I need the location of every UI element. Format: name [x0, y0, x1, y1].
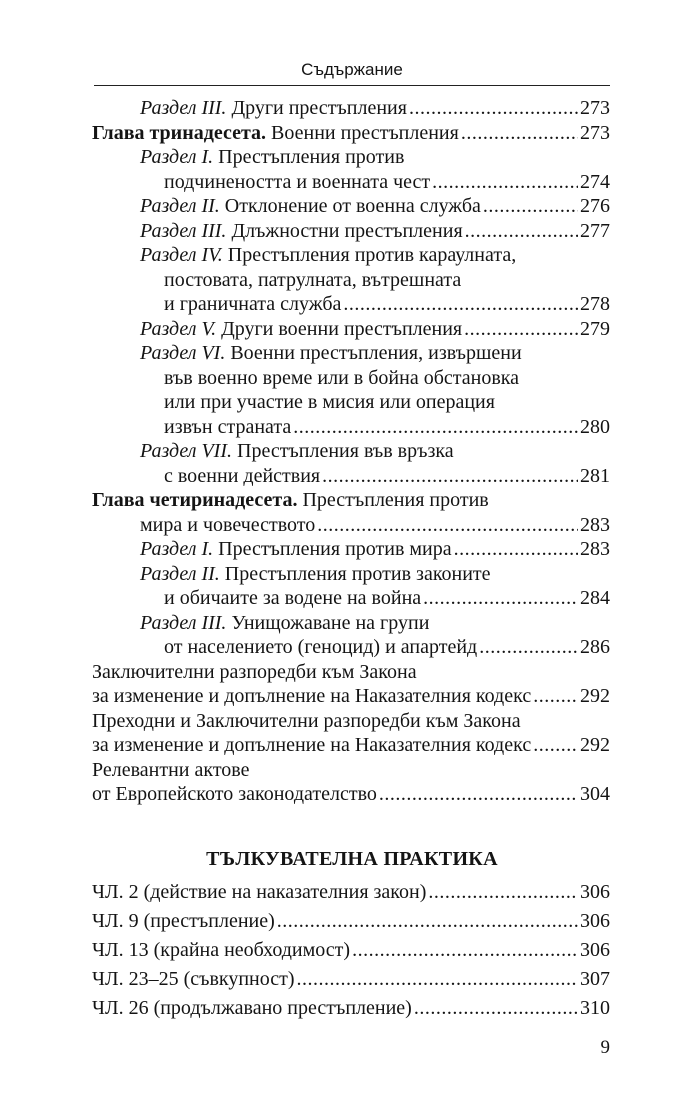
toc-entry-page: 306	[580, 939, 610, 961]
dot-leader	[343, 292, 578, 317]
dot-leader	[533, 684, 578, 709]
dot-leader	[533, 733, 578, 758]
toc-entry-title	[140, 342, 522, 364]
toc-entry-page: 283	[580, 513, 610, 536]
toc-entry	[0, 562, 610, 587]
toc-entry-text: от Европейското законодателство	[92, 783, 377, 805]
toc-entry-page: 276	[580, 195, 610, 217]
toc-entry-page: 284	[580, 587, 610, 609]
toc-entry-page: 279	[580, 317, 610, 340]
toc-entry-text: ЧЛ. 2 (действие на наказателния закон)	[92, 881, 427, 903]
toc-entry-title	[164, 170, 430, 195]
toc-entry-text: Преходни и Заключителни разпоредби към Закона	[92, 709, 521, 732]
toc-entry-text: ЧЛ. 23–25 (съвкупност)	[92, 968, 295, 990]
dot-leader	[483, 194, 578, 219]
toc-entry-title	[92, 489, 489, 511]
toc-entry	[0, 733, 610, 758]
running-header: Съдържание	[301, 60, 403, 79]
toc-entry-text: Длъжностни престъпления	[226, 219, 463, 242]
toc-entry-title	[92, 907, 275, 936]
toc-entry	[0, 194, 610, 219]
toc-entry	[0, 243, 610, 268]
page-number: 9	[600, 1037, 610, 1058]
toc-entry-page: 273	[580, 121, 610, 144]
toc-entry-title	[140, 612, 429, 634]
toc-entry-page: 274	[580, 170, 610, 193]
toc-entry-page: 281	[580, 464, 610, 487]
toc-entry	[0, 488, 610, 513]
dot-leader	[277, 907, 578, 936]
toc-entry-page: 292	[580, 685, 610, 707]
toc-entry-title	[92, 936, 350, 965]
toc-entry-text: постовата, патрулната, вътрешната	[164, 268, 462, 291]
toc-entry	[0, 684, 610, 709]
toc-entry-text: за изменение и допълнение на Наказателния кодекс	[92, 685, 532, 707]
toc-entry-text: Отклонение от военна служба	[219, 195, 481, 217]
toc-entry-text: Унищожаване на групи	[226, 611, 430, 634]
toc-entry-page: 277	[580, 219, 610, 242]
dot-leader	[414, 994, 578, 1023]
practice-entry	[0, 994, 610, 1023]
toc-entry-title	[164, 586, 421, 611]
toc-entry	[0, 635, 610, 660]
toc-entry	[0, 439, 610, 464]
toc-entry-text: с военни действия	[164, 464, 321, 487]
toc-entry-title	[140, 563, 491, 585]
toc-entry-title	[140, 244, 516, 266]
toc-entry-title	[140, 146, 404, 168]
toc-entry-title	[92, 121, 459, 146]
toc-entry	[0, 219, 610, 244]
toc-entry	[0, 758, 610, 783]
toc-entry-text: Престъпления против мира	[213, 538, 452, 560]
toc-entry	[0, 709, 610, 734]
toc-entry-text: ЧЛ. 13 (крайна необходимост)	[92, 939, 351, 961]
toc-entry-title	[92, 994, 412, 1023]
toc-entry	[0, 121, 610, 146]
toc-entry	[0, 513, 610, 538]
toc-entry-prefix: Глава тринадесета.	[92, 121, 267, 144]
dot-leader	[409, 96, 578, 121]
dot-leader	[464, 317, 578, 342]
toc-entry-prefix: Раздел III.	[140, 97, 227, 119]
toc-entry-text: Военни престъпления	[266, 121, 459, 144]
toc-entry-title	[92, 733, 531, 758]
toc-entry	[0, 464, 610, 489]
toc-entry-title	[92, 878, 426, 907]
toc-entry	[0, 390, 610, 415]
toc-entry-title	[164, 269, 461, 291]
toc-entry	[0, 611, 610, 636]
toc-entry-text: Престъпления против законите	[219, 562, 491, 585]
toc-entry-title	[164, 635, 477, 660]
toc-entry-title	[92, 965, 295, 994]
toc-entry-title	[140, 194, 481, 219]
practice-entry	[0, 907, 610, 936]
toc-entry-text: и граничната служба	[164, 293, 342, 315]
toc-entry-text: ЧЛ. 9 (престъпление)	[92, 910, 275, 932]
toc-entry-prefix: Раздел III.	[140, 219, 227, 242]
toc-entry-page: 304	[580, 783, 610, 805]
toc-entry	[0, 96, 610, 121]
toc-entry	[0, 268, 610, 293]
dot-leader	[461, 121, 578, 146]
dot-leader	[297, 965, 579, 994]
toc-entry-text: Други военни престъпления	[216, 317, 463, 340]
toc-entry-text: във военно време или в бойна обстановка	[164, 366, 520, 389]
toc-entry	[0, 170, 610, 195]
toc-entry-page: 306	[580, 881, 610, 903]
toc-entry-text: ЧЛ. 26 (продължавано престъпление)	[92, 997, 412, 1019]
toc-entry-text: Престъпления против	[213, 146, 405, 168]
toc-entry-text: Други престъпления	[226, 97, 407, 119]
dot-leader	[465, 219, 578, 244]
toc-entry-prefix: Раздел I.	[140, 146, 214, 168]
toc-entry-title	[164, 391, 495, 413]
dot-leader	[352, 936, 578, 965]
practice-entry	[0, 878, 610, 907]
toc-entry-page: 286	[580, 636, 610, 658]
toc-entry-text: Престъпления във връзка	[232, 440, 454, 462]
toc-entry	[0, 341, 610, 366]
toc-entry-title	[92, 710, 521, 732]
toc-entry-title	[92, 661, 417, 683]
toc-entry	[0, 292, 610, 317]
toc-entry-text: за изменение и допълнение на Наказателния кодекс	[92, 734, 532, 756]
practice-entry	[0, 965, 610, 994]
toc-entry	[0, 537, 610, 562]
table-of-contents	[0, 96, 700, 807]
dot-leader	[293, 415, 578, 440]
toc-entry-text: Релевантни актове	[92, 758, 250, 781]
toc-entry-prefix: Раздел III.	[140, 611, 227, 634]
toc-entry-text: Заключителни разпоредби към Закона	[92, 660, 417, 683]
toc-entry-title	[140, 513, 315, 538]
toc-entry-prefix: Раздел V.	[140, 317, 217, 340]
toc-entry	[0, 586, 610, 611]
toc-entry-title	[92, 684, 531, 709]
toc-entry-page: 292	[580, 734, 610, 756]
toc-entry-title	[140, 219, 463, 244]
toc-entry-text: подчинеността и военната чест	[164, 170, 431, 193]
toc-entry-text: Престъпления против караулната,	[222, 244, 517, 266]
dot-leader	[322, 464, 578, 489]
toc-entry-prefix: Раздел VII.	[140, 440, 232, 462]
toc-entry	[0, 782, 610, 807]
practice-section-title: ТЪЛКУВАТЕЛНА ПРАКТИКА	[206, 848, 498, 870]
toc-entry	[0, 660, 610, 685]
toc-entry-page: 307	[580, 968, 610, 990]
toc-entry	[0, 145, 610, 170]
toc-entry-text: от населението (геноцид) и апартейд	[164, 636, 478, 658]
practice-entry	[0, 936, 610, 965]
toc-entry	[0, 415, 610, 440]
toc-entry	[0, 317, 610, 342]
toc-entry-prefix: Раздел II.	[140, 562, 220, 585]
toc-entry-title	[164, 367, 519, 389]
toc-entry-title	[140, 537, 452, 562]
toc-entry-title	[140, 440, 454, 462]
dot-leader	[428, 878, 578, 907]
header-rule	[94, 85, 610, 86]
toc-entry-title	[164, 464, 320, 489]
dot-leader	[317, 513, 578, 538]
toc-entry-page: 283	[580, 538, 610, 560]
dot-leader	[423, 586, 578, 611]
toc-entry-title	[92, 782, 377, 807]
toc-entry-page: 273	[580, 97, 610, 119]
toc-entry-title	[140, 96, 407, 121]
toc-entry-prefix: Раздел II.	[140, 195, 220, 217]
toc-entry-page: 306	[580, 910, 610, 932]
practice-list	[0, 878, 700, 1023]
toc-entry-page: 278	[580, 293, 610, 315]
toc-entry-prefix: Раздел I.	[140, 538, 214, 560]
toc-entry-text: мира и човечеството	[140, 513, 316, 536]
toc-entry-title	[164, 415, 291, 440]
dot-leader	[479, 635, 578, 660]
dot-leader	[379, 782, 578, 807]
toc-entry-title	[92, 759, 250, 781]
toc-entry-prefix: Глава четиринадесета.	[92, 489, 298, 511]
toc-entry-page: 280	[580, 415, 610, 438]
toc-entry-title	[140, 317, 462, 342]
toc-entry-prefix: Раздел IV.	[140, 244, 223, 266]
dot-leader	[454, 537, 578, 562]
toc-entry-text: извън страната	[164, 415, 292, 438]
toc-entry-text: Престъпления против	[297, 489, 489, 511]
toc-entry-prefix: Раздел VI.	[140, 342, 226, 364]
toc-entry	[0, 366, 610, 391]
toc-entry-text: или при участие в мисия или операция	[164, 391, 495, 413]
toc-entry-title	[164, 292, 341, 317]
toc-entry-text: и обичаите за водене на война	[164, 587, 422, 609]
dot-leader	[432, 170, 578, 195]
toc-entry-page: 310	[580, 997, 610, 1019]
toc-entry-text: Военни престъпления, извършени	[225, 342, 522, 364]
